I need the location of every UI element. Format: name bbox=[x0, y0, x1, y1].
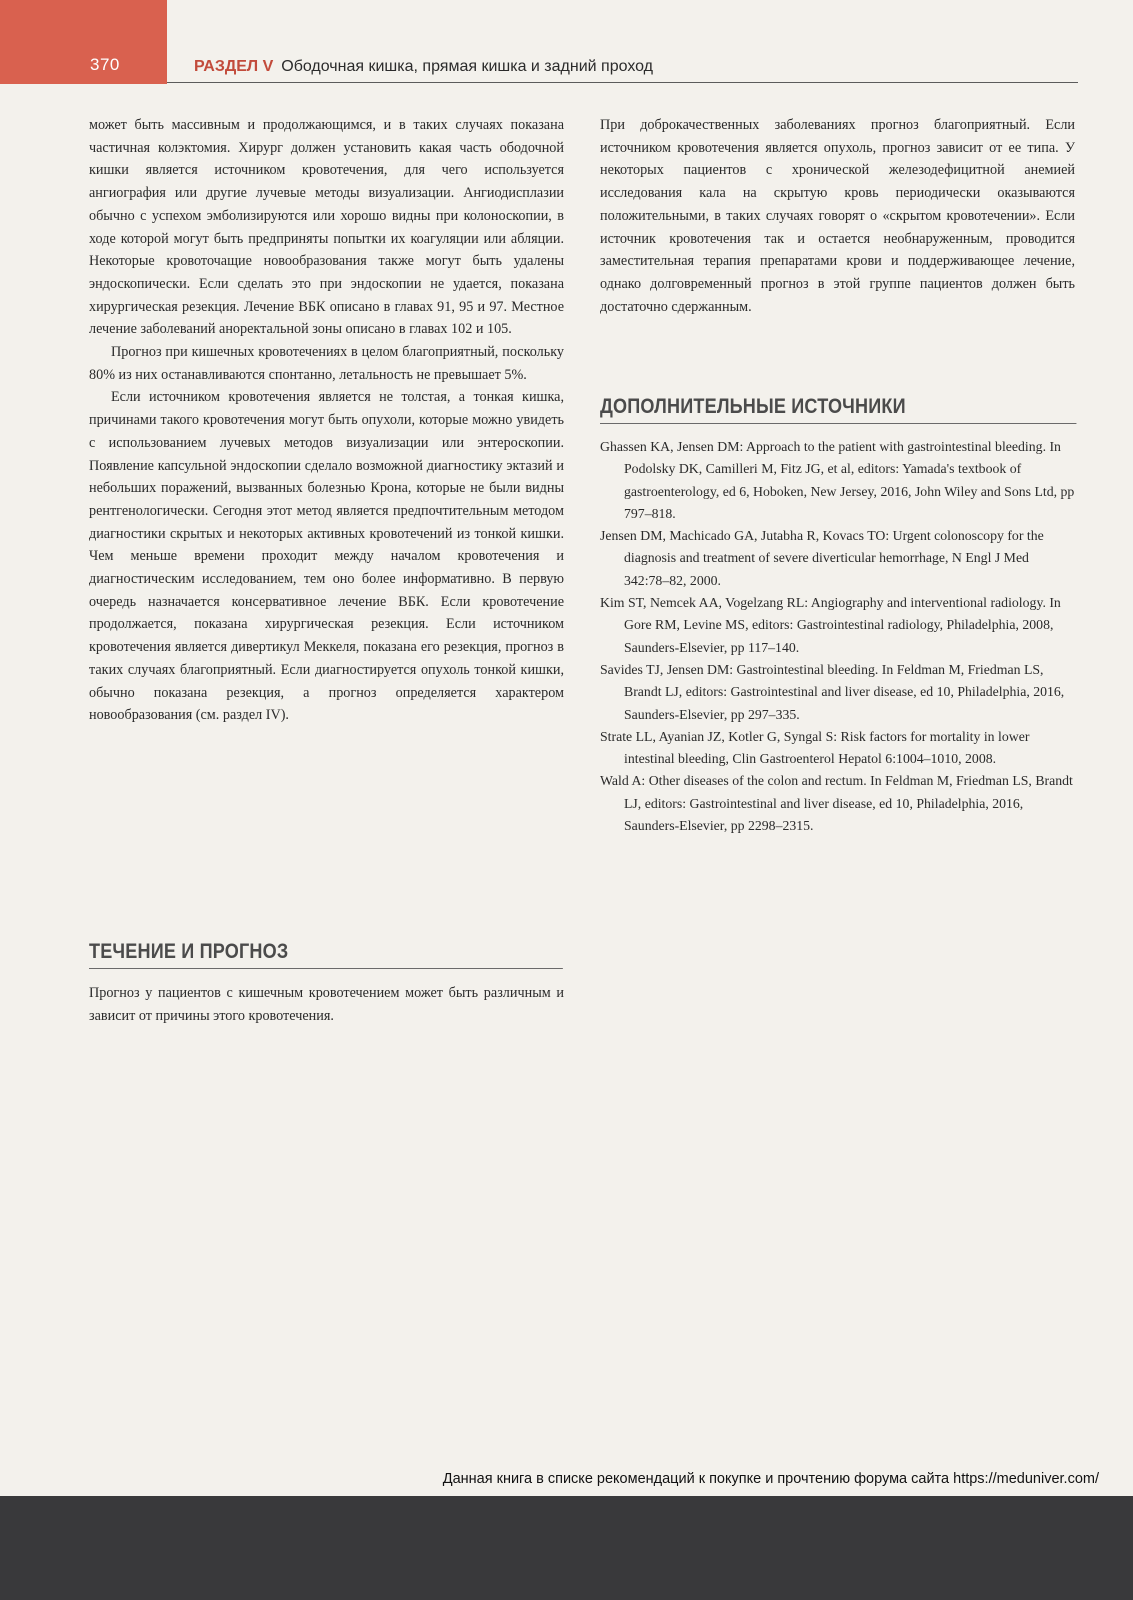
references-heading: ДОПОЛНИТЕЛЬНЫЕ ИСТОЧНИКИ bbox=[600, 395, 1077, 424]
left-paragraph-1: может быть массивным и продолжающимся, и в таких случаях показана частичная колэктомия. Хирург должен установить какая часть ободочной кишки является источником кровотечения, для чего используется ангиография или другие лучевые методы визуализации. Ангиодисплазии обычно с успехом эмболизируются или хорошо видны при колоноскопии, в ходе которой могут быть предприняты попытки их коагуляции или абляции. Некоторые кровоточащие новообразования также могут быть удалены эндоскопически. Если сделать это при эндоскопии не удается, показана хирургическая резекция. Лечение ВБК описано в главах 91, 95 и 97. Местное лечение заболеваний аноректальной зоны описано в главах 102 и 105. bbox=[89, 117, 564, 338]
page-number: 370 bbox=[90, 55, 120, 74]
section-label: РАЗДЕЛ V bbox=[194, 58, 274, 75]
header-rule bbox=[167, 82, 1078, 83]
running-head bbox=[194, 58, 653, 76]
reference-item: Savides TJ, Jensen DM: Gastrointestinal bleeding. In Feldman M, Friedman LS, Brandt LJ, editors: Gastrointestinal and liver disease, ed 10, Philadelphia, 2016, Saunders-Elsevier, pp 297–335. bbox=[600, 661, 1065, 722]
references-heading-wrap bbox=[600, 395, 1078, 424]
reference-item: Jensen DM, Machicado GA, Jutabha R, Kovacs TO: Urgent colonoscopy for the diagnosis and treatment of severe diverticular hemorrhage, N Engl J Med 342:78–82, 2000. bbox=[600, 528, 1044, 588]
section-title: Ободочная кишка, прямая кишка и задний проход bbox=[281, 58, 654, 75]
reference-item: Ghassen KA, Jensen DM: Approach to the patient with gastrointestinal bleeding. In Podolsky DK, Camilleri M, Fitz JG, et al, editors: Yamada's textbook of gastroenterology, ed 6, Hoboken, New Jersey, 2016, John Wiley and Sons Ltd, pp 797–818. bbox=[600, 439, 1075, 521]
page-number-tab bbox=[0, 0, 167, 84]
reference-item: Strate LL, Ayanian JZ, Kotler G, Syngal S: Risk factors for mortality in lower intestinal bleeding, Clin Gastroenterol Hepatol 6:1004–1010, 2008. bbox=[600, 728, 1030, 767]
reference-item: Wald A: Other diseases of the colon and rectum. In Feldman M, Friedman LS, Brandt LJ, editors: Gastrointestinal and liver disease, ed 10, Philadelphia, 2016, Saunders-Elsevier, pp 2298–2315. bbox=[600, 773, 1073, 834]
right-paragraph: При доброкачественных заболеваниях прогноз благоприятный. Если источником кровотечения является опухоль, прогноз зависит от ее типа. У некоторых пациентов с хронической железодефицитной анемией исследования кала на скрытую кровь периодически оказываются положительными, в таких случаях говорят о «скрытом кровотечении». Если источник кровотечения так и остается необнаруженным, проводится заместительная терапия препаратами крови и поддерживающее лечение, однако долговременный прогноз в этой группе пациентов должен быть достаточно сдержанным. bbox=[600, 117, 1075, 315]
left-paragraph-2: Прогноз при кишечных кровотечениях в целом благоприятный, поскольку 80% из них останавливаются спонтанно, летальность не превышает 5%. bbox=[89, 344, 564, 383]
reference-item: Kim ST, Nemcek AA, Vogelzang RL: Angiography and interventional radiology. In Gore RM, Levine MS, editors: Gastrointestinal radiology, Philadelphia, 2008, Saunders-Elsevier, pp 117–140. bbox=[600, 595, 1061, 655]
course-prognosis-body bbox=[89, 982, 564, 1027]
course-prognosis-heading-wrap bbox=[89, 940, 564, 969]
footer-note: Данная книга в списке рекомендаций к покупке и прочтению форума сайта https://meduniver.com/ bbox=[442, 1471, 1099, 1487]
bottom-bar bbox=[0, 1496, 1133, 1600]
right-column bbox=[600, 114, 1075, 318]
references-list bbox=[600, 436, 1075, 837]
left-column bbox=[89, 114, 564, 727]
course-prognosis-heading: ТЕЧЕНИЕ И ПРОГНОЗ bbox=[89, 940, 563, 969]
course-prognosis-paragraph: Прогноз у пациентов с кишечным кровотечением может быть различным и зависит от причины этого кровотечения. bbox=[89, 985, 564, 1024]
left-paragraph-3: Если источником кровотечения является не толстая, а тонкая кишка, причинами такого кровотечения могут быть опухоли, которые можно увидеть с использованием лучевых методов визуализации или энтероскопии. Появление капсульной эндоскопии сделало возможной диагностику эктазий и небольших поражений, вызванных болезнью Крона, которые не были видны рентгенологически. Сегодня этот метод является предпочтительным методом диагностики скрытых и некоторых активных кровотечений из тонкой кишки. Чем меньше времени проходит между началом кровотечения и диагностическим исследованием, тем оно более информативно. В первую очередь назначается консервативное лечение ВБК. Если кровотечение продолжается, показана хирургическая резекция. Если источником кровотечения является дивертикул Меккеля, показана его резекция, прогноз в таких случаях благоприятный. Если диагностируется опухоль тонкой кишки, обычно показана резекция, а прогноз определяется характером новообразования (см. раздел IV). bbox=[89, 389, 564, 724]
